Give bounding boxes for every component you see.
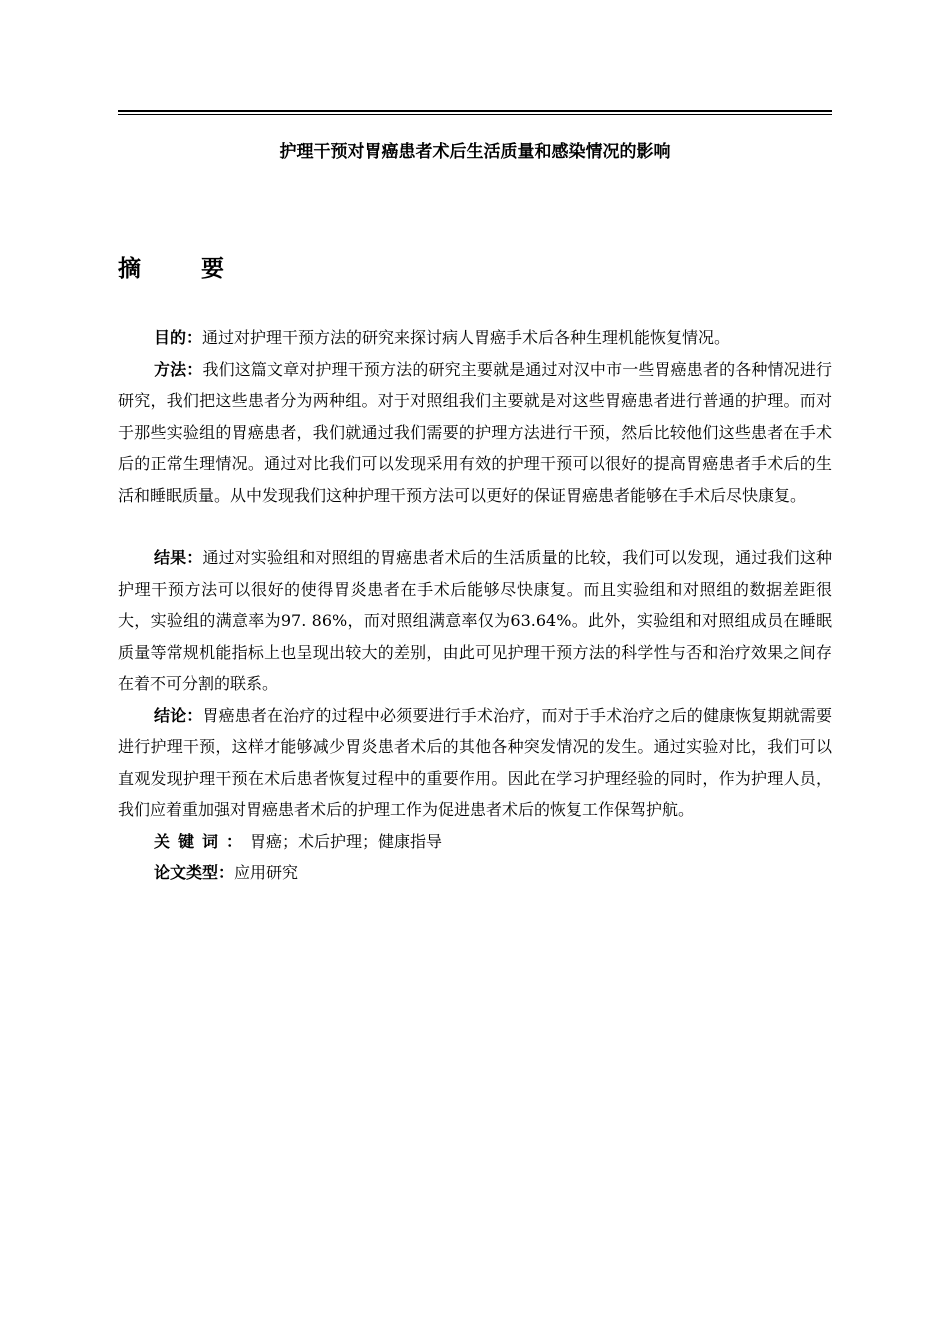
paper-type-text: 应用研究 — [234, 863, 299, 882]
paper-type-label: 论文类型： — [154, 863, 235, 882]
paper-title: 护理干预对胃癌患者术后生活质量和感染情况的影响 — [279, 142, 671, 162]
keywords-paragraph — [118, 826, 832, 858]
objective-text: 通过对护理干预方法的研究来探讨病人胃癌手术后各种生理机能恢复情况。 — [202, 328, 731, 347]
header-rule-thick — [118, 110, 832, 112]
result-paragraph — [118, 542, 832, 700]
keywords-label: 关键词： — [154, 831, 251, 851]
abstract-heading: 摘 要 — [118, 256, 251, 282]
paragraph-spacer — [118, 511, 832, 542]
paper-type-paragraph — [118, 857, 832, 889]
result-label: 结果： — [154, 548, 203, 567]
objective-paragraph — [118, 322, 832, 354]
header-rule-thin — [118, 114, 832, 115]
method-text: 我们这篇文章对护理干预方法的研究主要就是通过对汉中市一些胃癌患者的各种情况进行研究，我们把这些患者分为两种组。对于对照组我们主要就是对这些胃癌患者进行普通的护理。而对于那些实验组的胃癌患者，我们就通过我们需要的护理方法进行干预，然后比较他们这些患者在手术后的正常生理情况。通过对比我们可以发现采用有效的护理干预可以很好的提高胃癌患者手术后的生活和睡眠质量。从中发现我们这种护理干预方法可以更好的保证胃癌患者能够在手术后尽快康复。 — [118, 359, 832, 505]
abstract-body — [118, 322, 832, 889]
result-text: 通过对实验组和对照组的胃癌患者术后的生活质量的比较，我们可以发现，通过我们这种护理干预方法可以很好的使得胃炎患者在手术后能够尽快康复。而且实验组和对照组的数据差距很大，实验组的满意率为97. 86%，而对照组满意率仅为63.64%。此外，实验组和对照组成员在睡眠质量等常规机能指标上也呈现出较大的差别，由此可见护理干预方法的科学性与否和治疗效果之间存在着不可分割的联系。 — [118, 548, 832, 693]
conclusion-paragraph — [118, 700, 832, 826]
keywords-text: 胃癌；术后护理；健康指导 — [250, 831, 443, 851]
conclusion-label: 结论： — [154, 705, 203, 725]
conclusion-text: 胃癌患者在治疗的过程中必须要进行手术治疗，而对于手术治疗之后的健康恢复期就需要进行护理干预，这样才能够减少胃炎患者术后的其他各种突发情况的发生。通过实验对比，我们可以直观发现护理干预在术后患者恢复过程中的重要作用。因此在学习护理经验的同时，作为护理人员，我们应着重加强对胃癌患者术后的护理工作为促进患者术后的恢复工作保驾护航。 — [118, 705, 832, 819]
method-paragraph — [118, 354, 832, 512]
objective-label: 目的： — [154, 328, 203, 347]
method-label: 方法： — [154, 359, 203, 379]
